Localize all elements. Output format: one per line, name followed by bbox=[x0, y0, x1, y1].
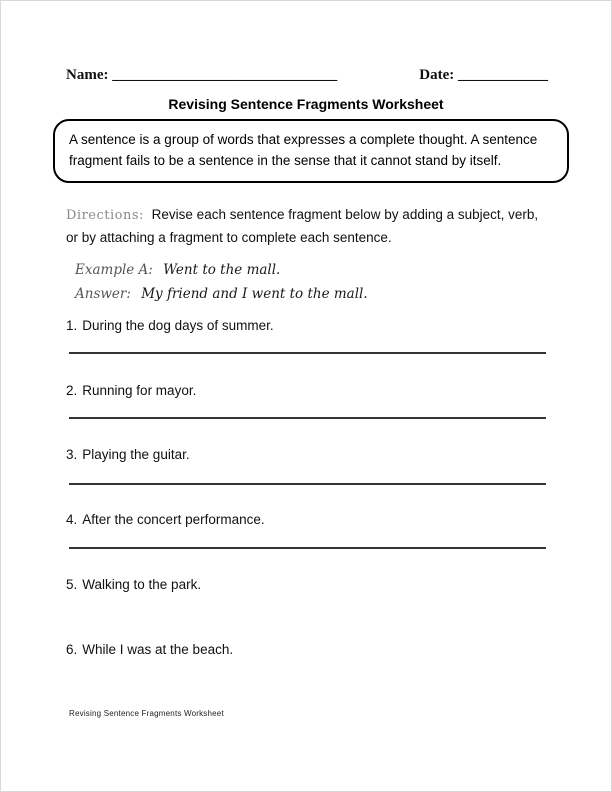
example-label: Example A: bbox=[75, 262, 153, 278]
answer-line bbox=[69, 417, 546, 419]
item-text: During the dog days of summer. bbox=[82, 318, 274, 333]
header-row bbox=[66, 67, 548, 84]
date-blank-line: ____________ bbox=[458, 67, 548, 83]
name-blank-line: ______________________________ bbox=[112, 67, 338, 83]
list-item bbox=[66, 383, 196, 398]
item-number: 3. bbox=[66, 447, 78, 462]
answer-row bbox=[75, 286, 368, 302]
answer-label: Answer: bbox=[75, 286, 131, 302]
page-title: Revising Sentence Fragments Worksheet bbox=[168, 96, 444, 112]
directions-text: Revise each sentence fragment below by adding a subject, verb, or by attaching a fragment to complete each sentence. bbox=[66, 207, 539, 245]
answer-text: My friend and I went to the mall. bbox=[141, 286, 368, 302]
definition-text: A sentence is a group of words that expresses a complete thought. A sentence fragment fails to be a sentence in the sense that it cannot stand by itself. bbox=[69, 132, 538, 168]
definition-box bbox=[53, 119, 569, 183]
example-row bbox=[75, 262, 280, 278]
example-text: Went to the mall. bbox=[163, 262, 281, 278]
directions-label: Directions: bbox=[66, 208, 144, 223]
item-number: 6. bbox=[66, 642, 78, 657]
item-text: Playing the guitar. bbox=[82, 447, 190, 462]
directions bbox=[66, 204, 548, 249]
item-number: 5. bbox=[66, 577, 78, 592]
item-number: 2. bbox=[66, 383, 78, 398]
item-number: 4. bbox=[66, 512, 78, 527]
answer-line bbox=[69, 352, 546, 354]
date-field bbox=[419, 67, 548, 84]
item-text: While I was at the beach. bbox=[82, 642, 234, 657]
answer-line bbox=[69, 547, 546, 549]
name-label: Name: bbox=[66, 67, 109, 83]
name-field bbox=[66, 67, 337, 84]
item-number: 1. bbox=[66, 318, 78, 333]
answer-line bbox=[69, 483, 546, 485]
item-text: Walking to the park. bbox=[82, 577, 202, 592]
item-text: After the concert performance. bbox=[82, 512, 265, 527]
footer-title: Revising Sentence Fragments Worksheet bbox=[69, 709, 224, 718]
list-item bbox=[66, 318, 274, 333]
list-item bbox=[66, 512, 265, 527]
date-label: Date: bbox=[419, 67, 455, 83]
list-item bbox=[66, 447, 190, 462]
list-item bbox=[66, 642, 233, 657]
item-text: Running for mayor. bbox=[82, 383, 197, 398]
list-item bbox=[66, 577, 201, 592]
